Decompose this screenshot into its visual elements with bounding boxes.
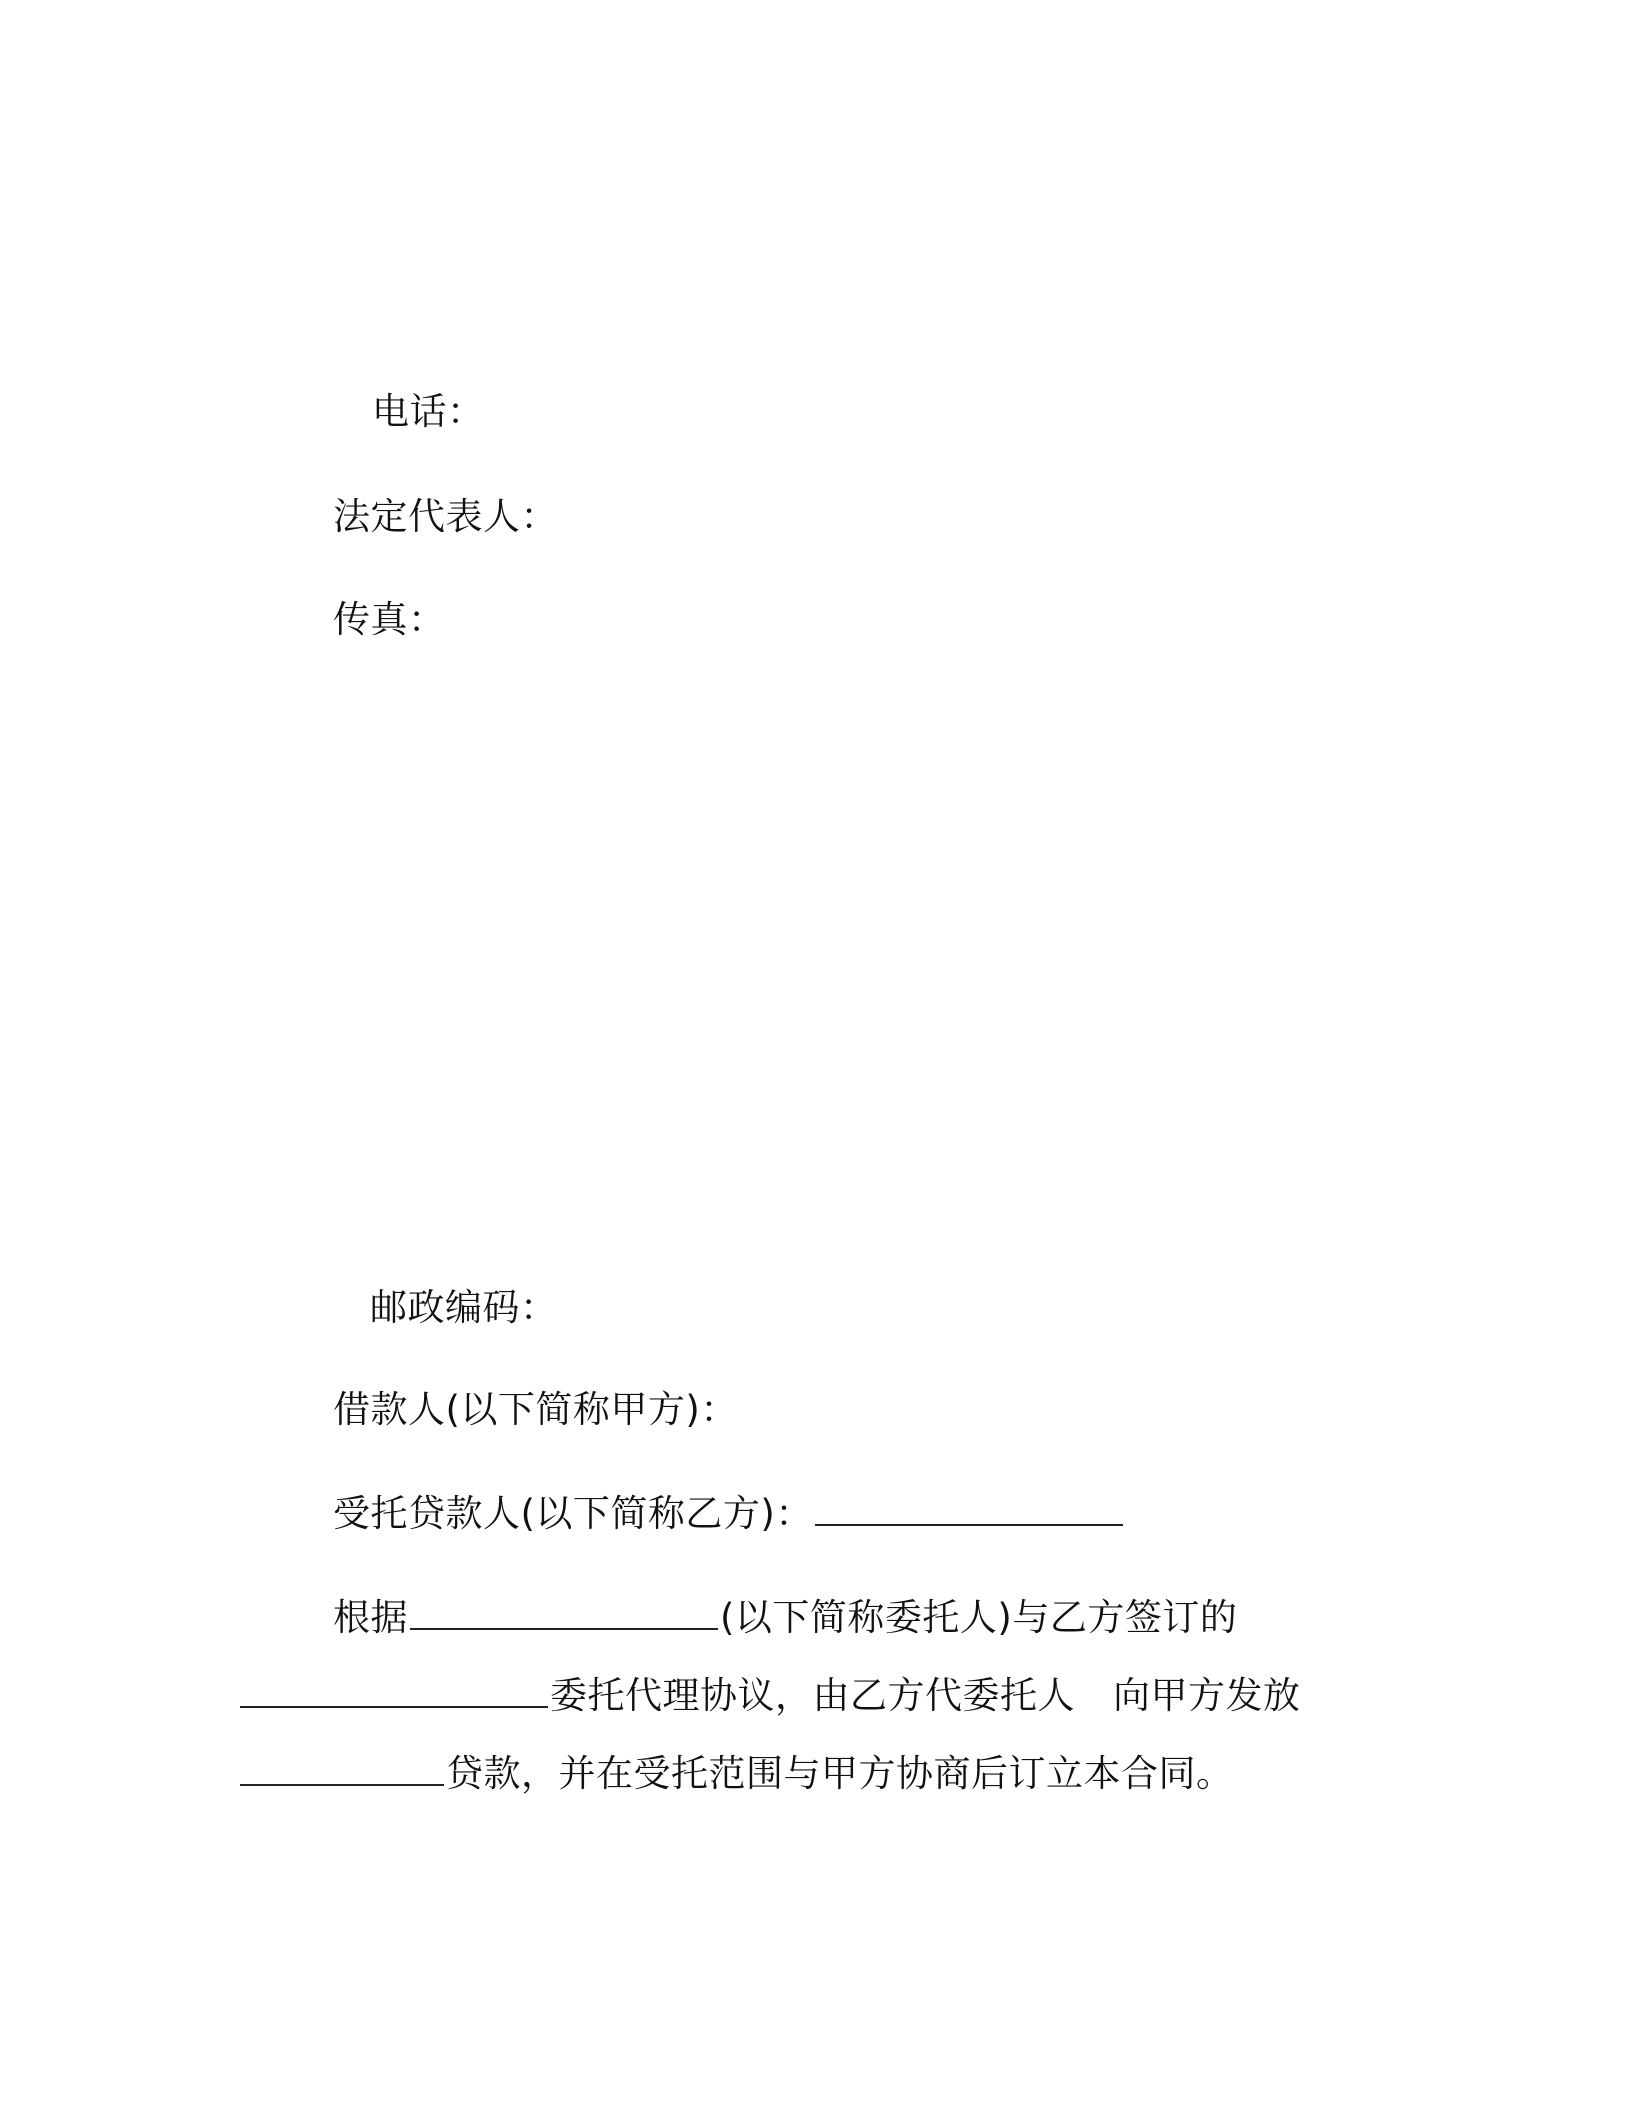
loan-type-blank — [240, 1754, 444, 1786]
body-line-1-prefix: 根据 — [333, 1596, 408, 1639]
body-line-2-middle: 委托代理协议，由乙方代委托人 — [550, 1674, 1075, 1717]
phone-label: 电话： — [372, 390, 485, 433]
body-line-1-suffix: (以下简称委托人)与乙方签订的 — [720, 1596, 1238, 1639]
postcode-label: 邮政编码： — [370, 1286, 558, 1329]
body-line-2 — [238, 1672, 1301, 1720]
fax-field — [333, 596, 446, 644]
lender-field — [333, 1490, 1125, 1538]
lender-name-blank — [815, 1494, 1123, 1526]
borrower-field — [333, 1386, 738, 1434]
phone-field — [372, 388, 485, 436]
postcode-field — [370, 1284, 558, 1332]
lender-label: 受托贷款人(以下简称乙方)： — [333, 1492, 813, 1535]
body-line-3-suffix: 贷款，并在受托范围与甲方协商后订立本合同。 — [446, 1752, 1234, 1795]
legal-representative-field — [333, 493, 558, 541]
body-line-3 — [238, 1750, 1234, 1798]
borrower-label: 借款人(以下简称甲方)： — [333, 1388, 738, 1431]
body-line-2-end: 向甲方发放 — [1113, 1674, 1301, 1717]
legal-representative-label: 法定代表人： — [333, 495, 558, 538]
fax-label: 传真： — [333, 598, 446, 641]
body-line-1 — [333, 1594, 1237, 1642]
agreement-name-blank — [240, 1676, 548, 1708]
entrusting-party-blank — [410, 1598, 718, 1630]
